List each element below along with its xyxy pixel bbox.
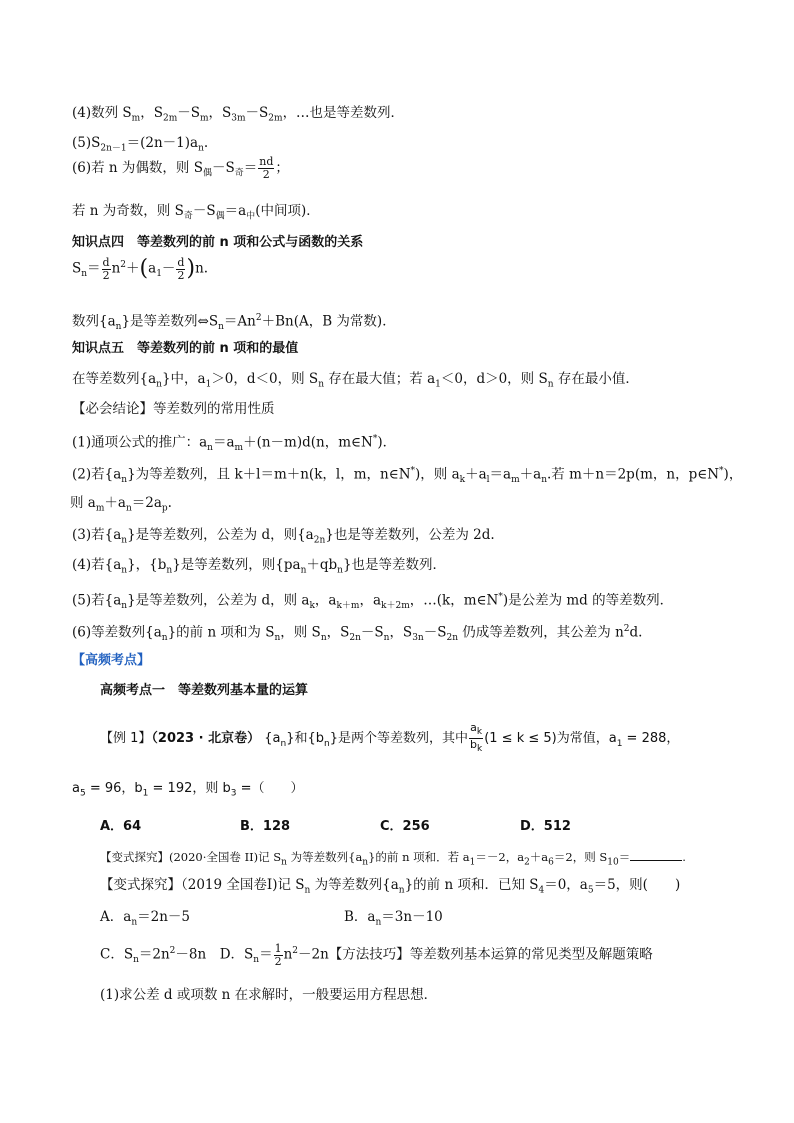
variant-2-options-ab: A．$a_n=2n-5$ B．$a_n=3n-10$ <box>100 909 443 928</box>
option-c: C．256 <box>380 819 430 834</box>
option-b: B．128 <box>240 819 291 834</box>
topic-heading-1: 高频考点一 等差数列基本量的运算 <box>100 683 309 698</box>
conclusion-2-cont: 则 $a_m+a_n=2a_p$. <box>70 495 172 514</box>
variant-1: 【变式探究】(2020·全国卷 II)记 $S_n$ 为等差数列$\{a_n\}$的前 n 项和．若 $a_1=-2$，$a_2+a_6=2$，则 $S_{10}=$ . <box>100 850 686 868</box>
property-5: $(5)S_{2n-1}=(2n-1)a_n$. <box>72 135 209 154</box>
conclusion-5: (5)若$\{a_n\}$是等差数列，公差为 d，则 $a_k$，$a_{k+m}$，$a_{k+2m}$，…(k，m∈N*)是公差为 md 的等差数列． <box>72 592 674 612</box>
conclusion-3: (3)若$\{a_n\}$是等差数列，公差为 d，则$\{a_{2n}\}$也是等差数列，公差为 2d. <box>72 527 495 546</box>
section-heading-4: 知识点四 等差数列的前 n 项和公式与函数的关系 <box>72 235 364 250</box>
example-1-options <box>100 818 660 836</box>
option-d: D．512 <box>520 819 571 834</box>
conclusion-6: (6)等差数列$\{a_n\}$的前 n 项和为 $S_n$，则 $S_n$，$S_{2n}-S_n$，$S_{3n}-S_{2n}$ 仍成等差数列，其公差为 $n^2d$. <box>72 624 643 644</box>
variant-2-options-cd: C．$S_n=2n^2-8n$ D．$S_n=$ $\frac{1}{2}$ $n^2-2n$【方法技巧】等差数列基本运算的常见类型及解题策略 <box>100 941 653 968</box>
property-6-even: (6)若 n 为偶数，则 $S_偶-S_奇=$ $\frac{nd}{2}$ ； <box>72 155 289 181</box>
section-heading-5: 知识点五 等差数列的前 n 项和的最值 <box>72 341 299 356</box>
property-6-odd: 若 n 为奇数，则 $S_奇-S_偶=a_中$(中间项)． <box>72 203 320 222</box>
example-1-cont: $a_5 = 96$，$b_1 = 192$，则 $b_3$ =（ ） <box>72 781 304 799</box>
conclusion-2: (2)若$\{a_n\}$为等差数列，且 k＋l＝m＋n(k，l，m，n∈N*)，则 $a_k+a_l=a_m+a_n$.若 m＋n＝2p(m，n，p∈N*)， <box>72 466 743 486</box>
high-frequency-heading: 【高频考点】 <box>72 653 151 668</box>
property-4: (4)数列 $S_m$，$S_{2m}-S_m$，$S_{3m}-S_{2m}$，…也是等差数列． <box>72 105 405 124</box>
example-1: 【例 1】（2023 · 北京卷） $\{a_n\}$和$\{b_n\}$是两个等差数列，其中 $\frac{a_k}{b_k}$ (1 ≤ k ≤ 5)为常值，$a_1 = 288$， <box>100 721 680 755</box>
method-point-1: (1)求公差 d 或项数 n 在求解时，一般要运用方程思想． <box>100 987 438 1003</box>
conclusion-4: (4)若$\{a_n\}$，$\{b_n\}$是等差数列，则$\{pa_n+qb_n\}$也是等差数列． <box>72 557 447 576</box>
conclusion-heading: 【必会结论】等差数列的常用性质 <box>72 401 275 417</box>
sum-function-relation: 数列$\{a_n\}$是等差数列$\Leftrightarrow S_n=An^2+Bn(A$，B 为常数)． <box>72 313 396 333</box>
variant-2: 【变式探究】（2019 全国卷Ⅰ)记 $S_n$ 为等差数列$\{a_n\}$的前 n 项和．已知 $S_4=0$，$a_5=5$，则( ) <box>100 877 681 896</box>
conclusion-1: (1)通项公式的推广：$a_n=a_m+(n-m)d(n$，m∈N*)． <box>72 434 397 454</box>
sum-formula: $S_n=$ $\frac{d}{2}$ $n^2+(a_1-$ $\frac{d}{2}$ )n. <box>72 255 209 282</box>
option-a: A．64 <box>100 819 142 834</box>
extremum-condition: 在等差数列$\{a_n\}$中，$a_1>0$，d＜0，则 $S_n$ 存在最大值；若 $a_1<0$，d＞0，则 $S_n$ 存在最小值． <box>72 371 639 390</box>
